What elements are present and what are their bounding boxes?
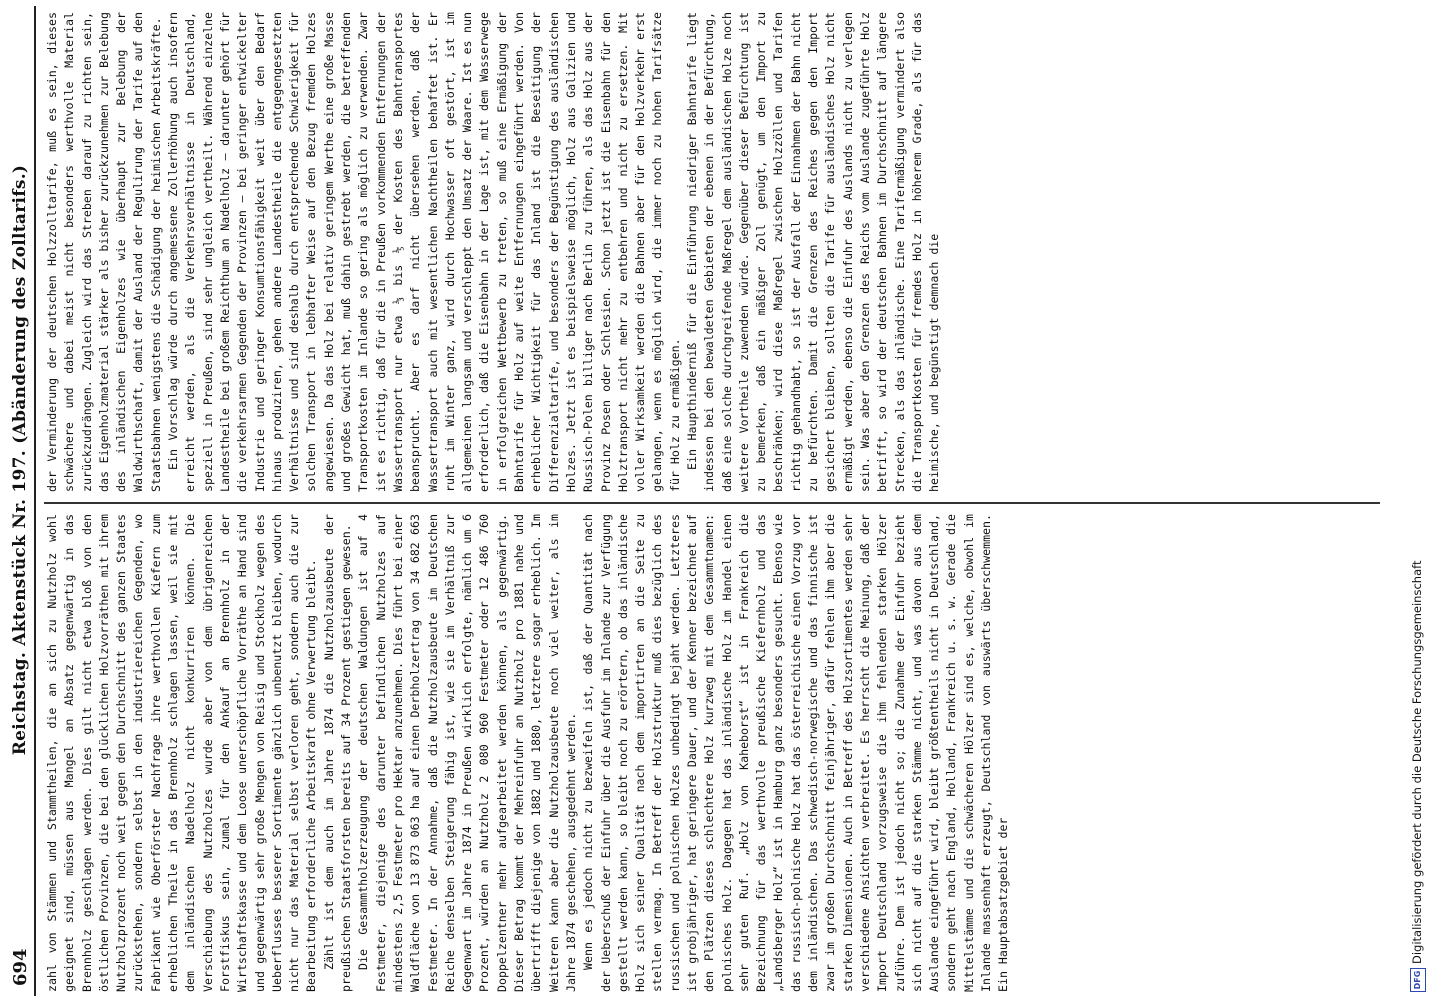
right-text-column (44, 12, 1384, 492)
dfg-logo: DFG (1410, 968, 1426, 992)
column-divider (44, 503, 1380, 505)
paragraph: Zählt ist dem auch im Jahre 1874 die Nutzholzausbeute der preußischen Staatsforsten bereits auf 34 Prozent gestiegen gewesen. (321, 514, 354, 992)
paragraph: Die Gesammtholzerzeugung der deutschen Waldungen ist auf 4 Festmeter, diejenige des darunter befindlichen Nutzholzes auf mindestens 2,5 Festmeter pro Hektar anzunehmen. Dies führt bei einer Waldfläche von 13 873 063 ha auf einen Derbholzertrag von 34 682 663 Festmeter. In der Annahme, daß die Nutzholzausbeute im Deutschen Reiche denselben Steigerung fähig ist, wie sie im Verhältniß zur Gegenwart im Jahre 1874 in Preußen wirklich erfolgte, nämlich um 6 Prozent, würden an Nutzholz 2 080 960 Festmeter oder 12 486 760 Doppelzentner mehr aufgearbeitet werden können, als gegenwärtig. Dieser Betrag kommt der Mehreinfuhr an Nutzholz pro 1881 nahe und übertrifft diejenige von 1882 und 1880, letztere sogar erheblich. Im Weiteren kann aber die Nutzholzausbeute noch viel weiter, als im Jahre 1874 geschehen, ausgedehnt werden. (356, 514, 578, 992)
left-text-column (44, 514, 1384, 992)
running-title: Reichstag. Aktenstück Nr. 197. (Abänderung des Zolltarifs.) (10, 164, 30, 756)
digitization-note: Digitalisierung gefördert durch die Deutsche Forschungsgemeinschaft (1410, 560, 1424, 964)
paragraph: Wenn es jedoch nicht zu bezweifeln ist, daß der Quantität nach der Ueberschuß der Einfuhr über die Ausfuhr im Inlande zur Verfügung gestellt werden kann, so bleibt noch zu erörtern, ob das inländische Holz sich seiner Qualität nach dem importirten an die Seite zu stellen vermag. In Betreff der Holzstruktur muß dies bezüglich des russischen und polnischen Holzes unbedingt bejaht werden. Letzteres ist grobjähriger, hat geringere Dauer, und der Kenner bezeichnet auf den Plätzen dieses schlechtere Holz kurzweg mit dem Gesammtnamen: polnisches Holz. Dagegen hat das inländische Holz im Handel einen sehr guten Ruf. „Holz von Kaheborst“ ist in Frankreich die Bezeichnung für das werthvolle preußische Kiefernholz und das „Landsberger Holz“ ist in Hamburg ganz besonders gesucht. Ebenso wie das russisch-polnische Holz hat das österreichische einen Vorzug vor dem inländischen. Das schwedisch-norwegische und das finnische ist zwar im großen Durchschnitt feinjähriger, dafür fehlen ihm aber die starken Dimensionen. Auch in Betreff des Holzsortimentes werden sehr verschiedene Ansichten verbreitet. Es herrscht die Meinung, daß der Import Deutschland vorzugsweise die ihm fehlenden starken Hölzer zuführe. Dem ist jedoch nicht so; die Zunahme der Einfuhr bezieht sich nicht auf die starken Stämme nicht, und was davon aus dem Auslande eingeführt wird, bleibt größtentheils nicht in Deutschland, sondern geht nach England, Holland, Frankreich u. s. w. Gerade die Mittelstämme und die schwächeren Hölzer sind es, welche, obwohl im Inlande massenhaft erzeugt, Deutschland von auswärts überschwemmen. Ein Hauptabsatzgebiet der (581, 514, 1011, 992)
page-number: 694 (10, 948, 31, 986)
header-rule (34, 6, 36, 996)
paragraph: Ein Vorschlag würde durch angemessene Zollerhöhung auch insofern erreicht werden, als die Verkehrsverhältnisse in Deutschland, speziell in Preußen, sind sehr ungleich vertheilt. Während einzelne Landestheile bei großem Reichthum an Nadelholz — darunter gehört für die verkehrsarmen Gegenden der Provinzen — bei geringer entwickelter Industrie und geringer Konsumtionsfähigkeit weit über den Bedarf hinaus produziren, gehen andere Landestheile die entgegengesetzten Verhältnisse und sind deshalb durch entsprechende Schwierigkeit für solchen Transport in lebhafter Weise auf den Bezug fremden Holzes angewiesen. Da das Holz bei relativ geringem Werthe eine große Masse und großes Gewicht hat, muß dahin gestrebt werden, die betreffenden Transportkosten im Inlande so gering als möglich zu verwenden. Zwar ist es richtig, daß für die in Preußen vorkommenden Entfernungen der Wassertransport nur etwa ⅓ bis ⅕ der Kosten des Bahntransportes beansprucht. Aber es darf nicht übersehen werden, daß der Wassertransport auch mit wesentlichen Nachtheilen behaftet ist. Er ruht im Winter ganz, wird durch Hochwasser oft gestört, ist im allgemeinen langsam und verschleppt den Umsatz der Waare. Ist es nun erforderlich, daß die Eisenbahn in der Lage ist, mit dem Wasserwege in erfolgreichen Wettbewerb zu treten, so muß eine Ermäßigung der Bahntarife für Holz auf weite Entfernungen eingeführt werden. Von erheblicher Wichtigkeit für das Inland ist die Beseitigung der Differenzialtarife, und besonders der Begünstigung des ausländischen Holzes. Jetzt ist es beispielsweise möglich, Holz aus Galizien und Russisch-Polen billiger nach Berlin zu führen, als das Holz aus der Provinz Posen oder Schlesien. Schon jetzt ist die Eisenbahn für den Holztransport nicht mehr zu entbehren und nicht zu ersetzen. Mit voller Wirksamkeit werden die Bahnen aber für den Holzverkehr erst gelangen, wenn es möglich wird, die immer noch zu hohen Tarifsätze für Holz zu ermäßigen. (166, 12, 682, 492)
paragraph: der Verminderung der deutschen Holzzolltarife, muß es sein, dieses schwächere und dabei meist nicht besonders werthvolle Material zurückzudrängen. Zugleich wird das Streben darauf zu richten sein, das Eigenholzmaterial stärker als bisher zurückzunehmen zur Belebung des inländischen Eigenholzes wie überhaupt zur Belebung der Waldwirthschaft, damit der Ausland der Regulirung der Tarife auf den Staatsbahnen wenigstens die Schädigung der heimischen Arbeitskräfte. (45, 12, 163, 492)
digitization-footer (1408, 0, 1430, 1000)
paragraph: Ein Haupthinderniß für die Einführung niedriger Bahntarife liegt indessen bei den bewaldeten Gebieten der ebenen in der Befürchtung, daß eine solche durchgreifende Maßregel dem ausländischen Holze noch weitere Vortheile zuwenden würde. Gegenüber dieser Befürchtung ist zu bemerken, daß ein mäßiger Zoll genügt, um den Import zu beschränken; wird diese Maßregel zwischen Holzzöllen und Tarifen richtig gehandhabt, so ist der Ausfall der Einnahmen der Bahn nicht zu befürchten. Damit die Grenzen des Reiches gegen den Import gesichert bleiben, sollten die Tarife für ausländisches Holz nicht ermäßigt werden, ebenso die Einfuhr des Auslands nicht zu verlegen sein. Was aber den Grenzen des Reichs vom Auslande zugeführte Holz betrifft, so wird der deutschen Bahnen im Durchschnitt auf längere Strecken, als das inländische. Eine Tarifermäßigung vermindert also die Transportkosten für fremdes Holz in höherem Grade, als für das heimische, und begünstigt demnach die (684, 12, 942, 492)
paragraph: zahl von Stämmen und Stammtheilen, die an sich zu Nutzholz wohl geeignet sind, müssen aus Mangel an Absatz gegenwärtig in das Brennholz geschlagen werden. Dies gilt nicht etwa bloß von den östlichen Provinzen, die bei den glücklichen Holzvorräthen mit ihrem Nutzholzprozent noch weit gegen den Durchschnitt des ganzen Staates zurückstehen, sondern selbst in den industriereichen Gegenden, wo Fabrikant wie Oberförster Nachfrage ihre werthvollen Kiefern zum erheblichen Theile in das Brennholz schlagen lassen, weil sie mit dem inländischen Nadelholz nicht konkurriren können. Die Verschiebung des Nutzholzes wurde aber von dem übrigenreichen Forstfiskus sein, zumal für den Ankauf an Brennholz in der Wirtschaftskasse und dem Loose unerschöpfliche Vorräthe an Hand sind und gegenwärtig sehr große Mengen von Reisig und Stockholz wegen des Ueberflusses besserer Sortimente gänzlich unbenutzt bleiben, wodurch nicht nur das Material selbst verloren geht, sondern auch die zur Bearbeitung erforderliche Arbeitskraft ohne Verwertung bleibt. (45, 514, 319, 992)
page-header (10, 0, 46, 1000)
